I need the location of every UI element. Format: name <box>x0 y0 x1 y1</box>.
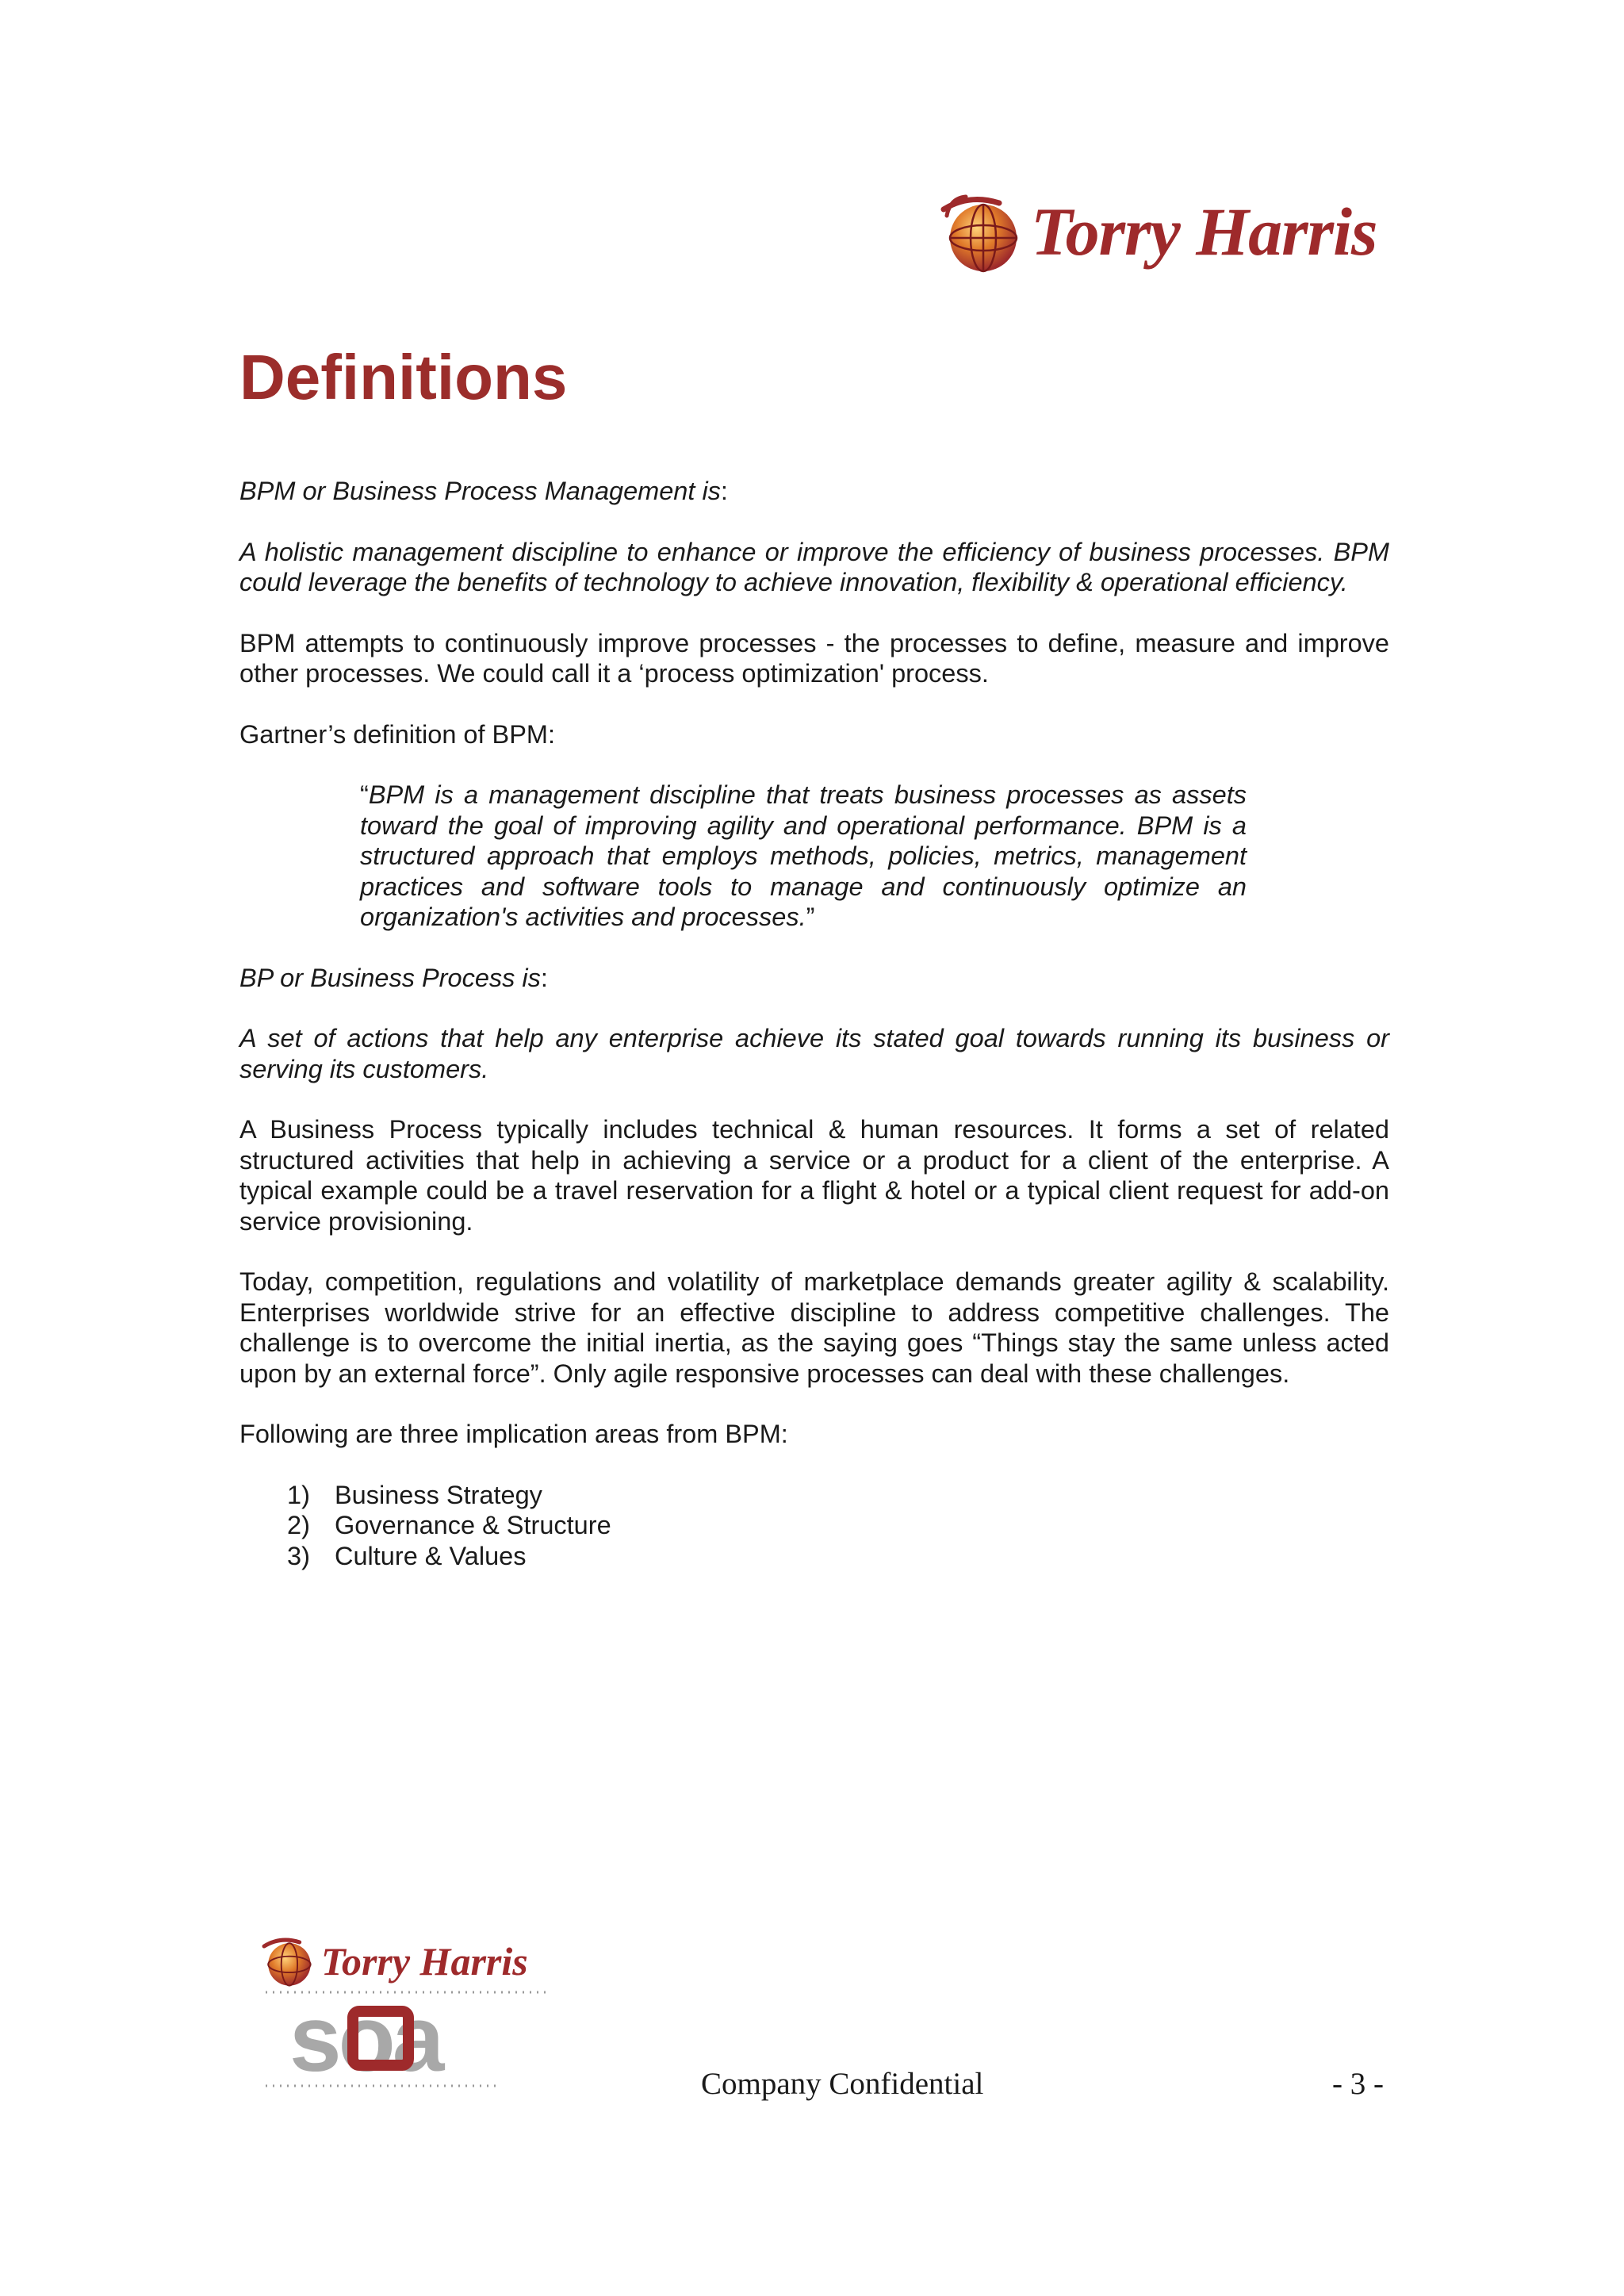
gartner-open-quote: “ <box>360 780 369 809</box>
soa-logo-text: soa <box>289 1987 442 2091</box>
gartner-intro: Gartner’s definition of BPM: <box>239 719 556 749</box>
gartner-close-quote: ” <box>806 903 815 931</box>
globe-icon <box>937 192 1025 279</box>
gartner-quote-text: BPM is a management discipline that treats business processes as assets toward the goal of improving agility and operational performance. BPM is a structured approach that employs methods, policies, metrics, management practices and software tools to manage and continuously optimize an organization's activities and processes. <box>360 780 1247 931</box>
soa-logo <box>258 1987 551 2091</box>
list-item <box>239 1480 1389 1511</box>
page-number: - 3 - <box>1332 2067 1384 2101</box>
gartner-quote <box>360 780 1247 933</box>
bp-paragraph: A Business Process typically includes technical & human resources. It forms a set of related structured activities that help in achieving a service or a product for a client of the enterprise. A typical example could be a travel reservation for a flight & hotel or a typical client request for add-on service provisioning. <box>239 1115 1389 1236</box>
footer-logo-text: Torry Harris <box>321 1939 528 1984</box>
bpm-definition: A holistic management discipline to enhance or improve the efficiency of business processes. BPM could leverage the benefits of technology to achieve innovation, flexibility & operational efficiency. <box>239 537 1389 596</box>
header-logo-text: Torry Harris <box>1031 194 1377 270</box>
list-item-number: 2) <box>287 1511 310 1539</box>
bp-heading <box>239 963 1389 994</box>
list-item-label: Culture & Values <box>335 1541 527 1570</box>
bpm-heading <box>239 476 1389 507</box>
bpm-attempts-paragraph: BPM attempts to continuously improve processes - the processes to define, measure and improve other processes. We could call it a ‘process optimization' process. <box>239 628 1389 688</box>
footer-confidential: Company Confidential <box>701 2067 984 2101</box>
list-item-number: 1) <box>287 1480 310 1509</box>
list-item <box>239 1510 1389 1541</box>
implications-intro: Following are three implication areas from BPM: <box>239 1420 788 1448</box>
bp-heading-label: BP or Business Process is <box>239 963 541 992</box>
bpm-heading-colon: : <box>720 477 728 505</box>
list-item-label: Business Strategy <box>335 1480 542 1509</box>
list-item-number: 3) <box>287 1541 310 1570</box>
bp-heading-colon: : <box>540 963 548 992</box>
today-paragraph: Today, competition, regulations and volatility of marketplace demands greater agility & scalability. Enterprises worldwide strive for an effective discipline to address competitive challenges. The challenge is to overcome the initial inertia, as the saying goes “Things stay the same unless acted upon by an external force”. Only agile responsive processes can deal with these challenges. <box>239 1267 1389 1388</box>
list-item <box>239 1541 1389 1572</box>
implications-list <box>239 1480 1389 1572</box>
globe-icon <box>258 1935 318 1991</box>
bp-definition: A set of actions that help any enterprise achieve its stated goal towards running its business or serving its customers. <box>239 1024 1389 1083</box>
list-item-label: Governance & Structure <box>335 1511 611 1539</box>
body-content <box>239 476 1389 1571</box>
header-logo <box>937 190 1381 286</box>
bpm-heading-label: BPM or Business Process Management is <box>239 477 721 505</box>
page-title: Definitions <box>239 342 568 412</box>
footer-logo <box>258 1935 567 2094</box>
